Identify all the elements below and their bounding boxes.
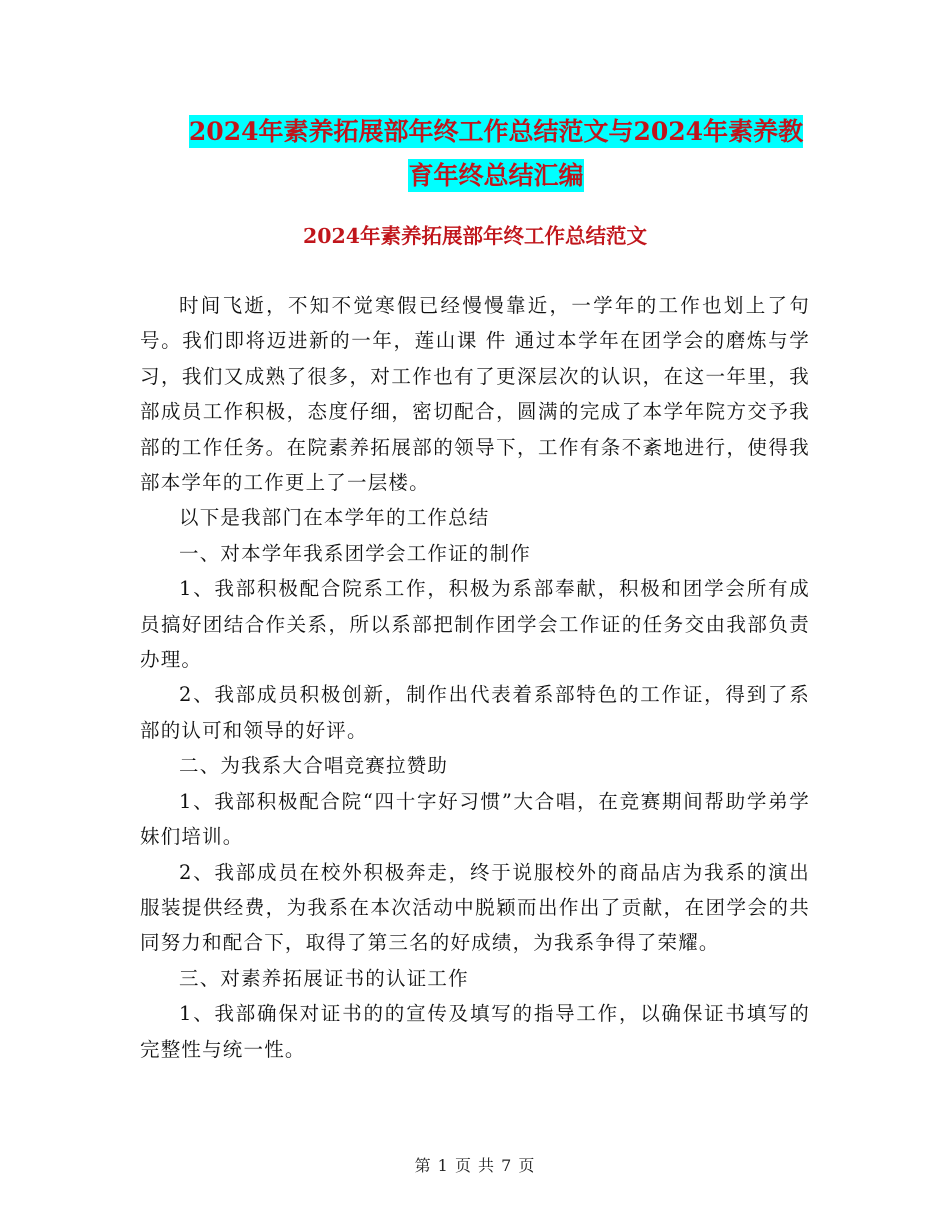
paragraph: 2、我部成员积极创新，制作出代表着系部特色的工作证，得到了系部的认可和领导的好评。 [140,683,810,742]
paragraph: 时间飞逝，不知不觉寒假已经慢慢靠近，一学年的工作也划上了句号。我们即将迈进新的一年，莲山课 件 通过本学年在团学会的磨炼与学习，我们又成熟了很多，对工作也有了更深层次的认识，在这一年里，我部成员工作积极，态度仔细，密切配合，圆满的完成了本学年院方交予我部的工作任务。在院素养拓展部的领导下，工作有条不紊地进行，使得我部本学年的工作更上了一层楼。 [140,294,810,495]
paragraph: 1、我部积极配合院“四十字好习惯”大合唱，在竞赛期间帮助学弟学妹们培训。 [140,789,810,849]
title-highlight: 育年终总结汇编 [408,161,584,190]
paragraph: 以下是我部门在本学年的工作总结 [179,506,490,530]
document-title-line-2 [140,152,852,200]
page-footer: 第 1 页 共 7 页 [414,1156,536,1175]
paragraph: 1、我部积极配合院系工作，积极为系部奉献，积极和团学会所有成员搞好团结合作关系，所以系部把制作团学会工作证的任务交由我部负责办理。 [140,577,810,672]
section-title: 2024年素养拓展部年终工作总结范文 [302,224,648,248]
document-title-line-1 [140,108,852,156]
section-heading: 三、对素养拓展证书的认证工作 [179,966,469,990]
paragraph: 1、我部确保对证书的的宣传及填写的指导工作，以确保证书填写的完整性与统一性。 [140,1002,810,1061]
section-heading: 二、为我系大合唱竞赛拉赞助 [179,754,449,778]
body-text [140,288,810,1067]
paragraph: 2、我部成员在校外积极奔走，终于说服校外的商品店为我系的演出服装提供经费，为我系在本次活动中脱颖而出作出了贡献，在团学会的共同努力和配合下，取得了第三名的好成绩，为我系争得了荣耀。 [140,860,810,955]
section-heading: 一、对本学年我系团学会工作证的制作 [179,541,531,565]
title-highlight: 2024年素养拓展部年终工作总结范文与2024年素养教 [188,117,804,146]
